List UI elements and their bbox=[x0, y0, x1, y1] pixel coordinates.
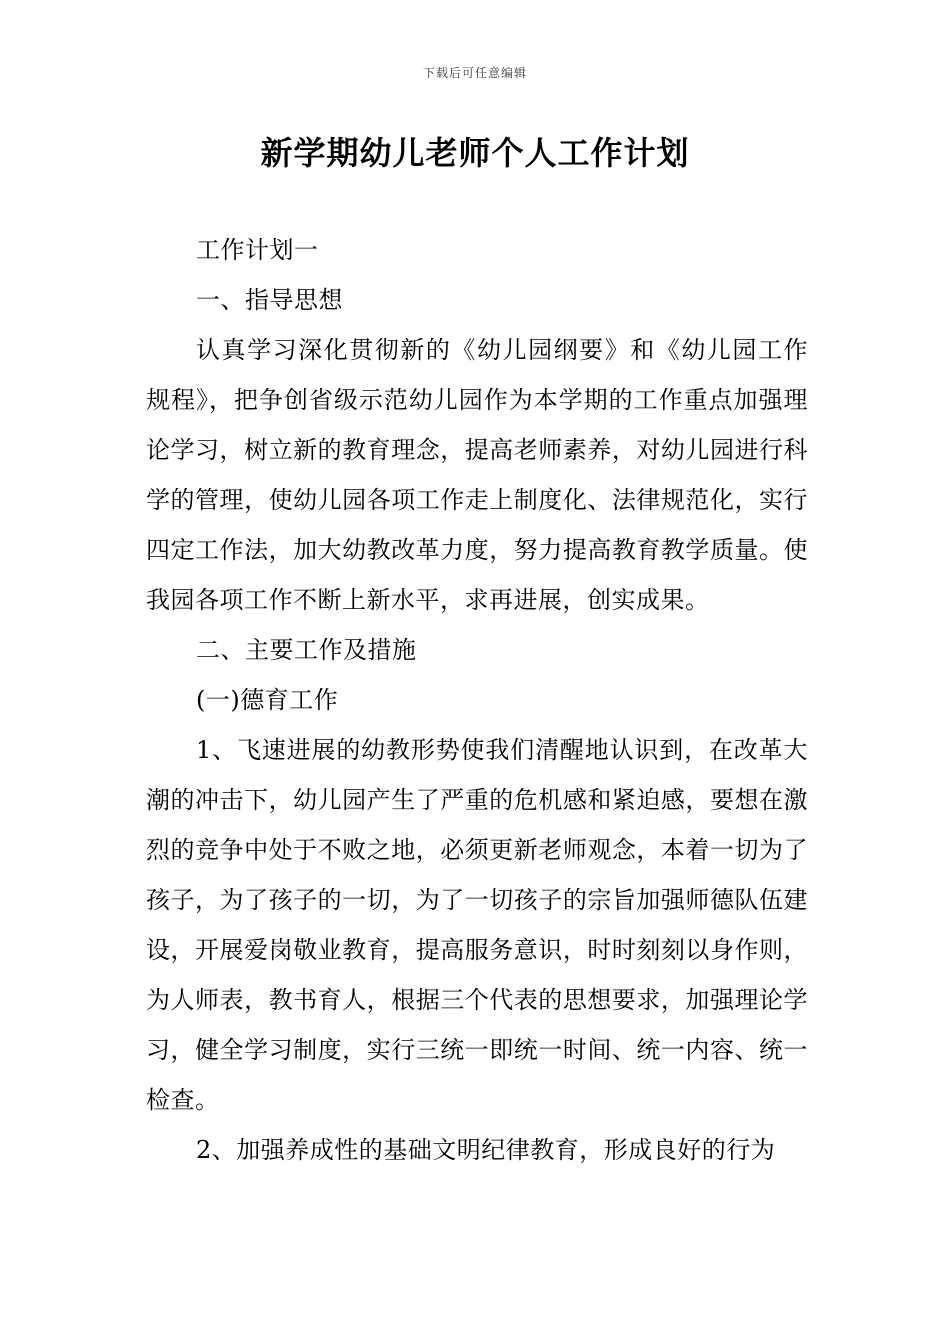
header-note: 下载后可任意编辑 bbox=[422, 66, 527, 80]
subsection-heading-moral-education: (一)德育工作 bbox=[196, 686, 339, 714]
document-title: 新学期幼儿老师个人工作计划 bbox=[260, 134, 690, 172]
paragraph-item-1: 1、飞速进展的幼教形势使我们清醒地认识到，在改革大潮的冲击下，幼儿园产生了严重的危机感和紧迫感，要想在激烈的竞争中处于不败之地，必须更新老师观念，本着一切为了孩子，为了孩子的一切，为了一切孩子的宗旨加强师德队伍建设，开展爱岗敬业教育，提高服务意识，时时刻刻以身作则，为人师表，教书育人，根据三个代表的思想要求，加强理论学习，健全学习制度，实行三统一即统一时间、统一内容、统一检查。 bbox=[146, 736, 808, 1114]
section-heading-plan-one: 工作计划一 bbox=[196, 236, 319, 264]
section-heading-guiding-ideas: 一、指导思想 bbox=[196, 286, 343, 314]
paragraph-guiding-ideas: 认真学习深化贯彻新的《幼儿园纲要》和《幼儿园工作规程》，把争创省级示范幼儿园作为本学期的工作重点加强理论学习，树立新的教育理念，提高老师素养，对幼儿园进行科学的管理，使幼儿园各项工作走上制度化、法律规范化，实行四定工作法，加大幼教改革力度，努力提高教育教学质量。使我园各项工作不断上新水平，求再进展，创实成果。 bbox=[146, 336, 808, 614]
section-heading-main-work: 二、主要工作及措施 bbox=[196, 636, 417, 664]
document-body bbox=[146, 225, 808, 1175]
paragraph-item-2: 2、加强养成性的基础文明纪律教育，形成良好的行为 bbox=[196, 1136, 776, 1164]
